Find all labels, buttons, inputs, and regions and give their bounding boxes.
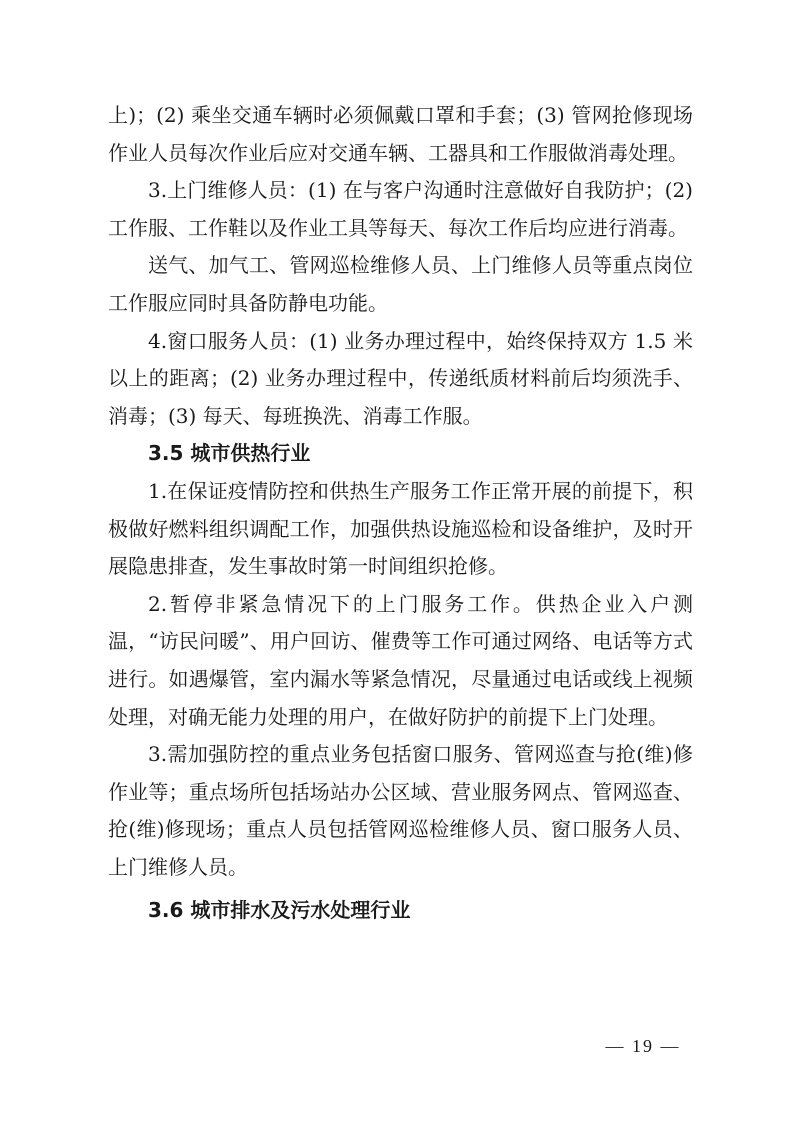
paragraph-antistatic-uniform: 送气、加气工、管网巡检维修人员、上门维修人员等重点岗位工作服应同时具备防静电功能。 [108, 253, 693, 315]
section-heading-drainage: 3.6 城市排水及污水处理行业 [148, 898, 411, 923]
paragraph-heating-item-2: 2.暂停非紧急情况下的上门服务工作。供热企业入户测温，“访民问暖”、用户回访、催费等工作可通过网络、电话等方式进行。如遇爆管，室内漏水等紧急情况，尽量通过电话或线上视频处理，对确无能力处理的用户，在做好防护的前提下上门处理。 [108, 591, 693, 729]
paragraph-heating-item-1: 1.在保证疫情防控和供热生产服务工作正常开展的前提下，积极做好燃料组织调配工作，加强供热设施巡检和设备维护，及时开展隐患排查，发生事故时第一时间组织抢修。 [108, 478, 693, 579]
page-number: — 19 — [605, 1036, 681, 1056]
body-text [108, 97, 693, 930]
paragraph-window-service-staff: 4.窗口服务人员：(1) 业务办理过程中，始终保持双方 1.5 米以上的距离；(2) 业务办理过程中，传递纸质材料前后均须洗手、消毒；(3) 每天、每班换洗、消毒工作服。 [108, 328, 693, 428]
paragraph-continuation: 上)；(2) 乘坐交通车辆时必须佩戴口罩和手套；(3) 管网抢修现场作业人员每次作业后应对交通车辆、工器具和工作服做消毒处理。 [108, 103, 693, 165]
paragraph-onsite-repair-staff: 3.上门维修人员：(1) 在与客户沟通时注意做好自我防护；(2) 工作服、工作鞋以及作业工具等每天、每次工作后均应进行消毒。 [108, 178, 693, 240]
section-heading-heating: 3.5 城市供热行业 [148, 441, 311, 466]
paragraph-heating-item-3: 3.需加强防控的重点业务包括窗口服务、管网巡查与抢(维)修作业等；重点场所包括场站办公区域、营业服务网点、管网巡查、抢(维)修现场；重点人员包括管网巡检维修人员、窗口服务人员、上门维修人员。 [108, 742, 693, 879]
